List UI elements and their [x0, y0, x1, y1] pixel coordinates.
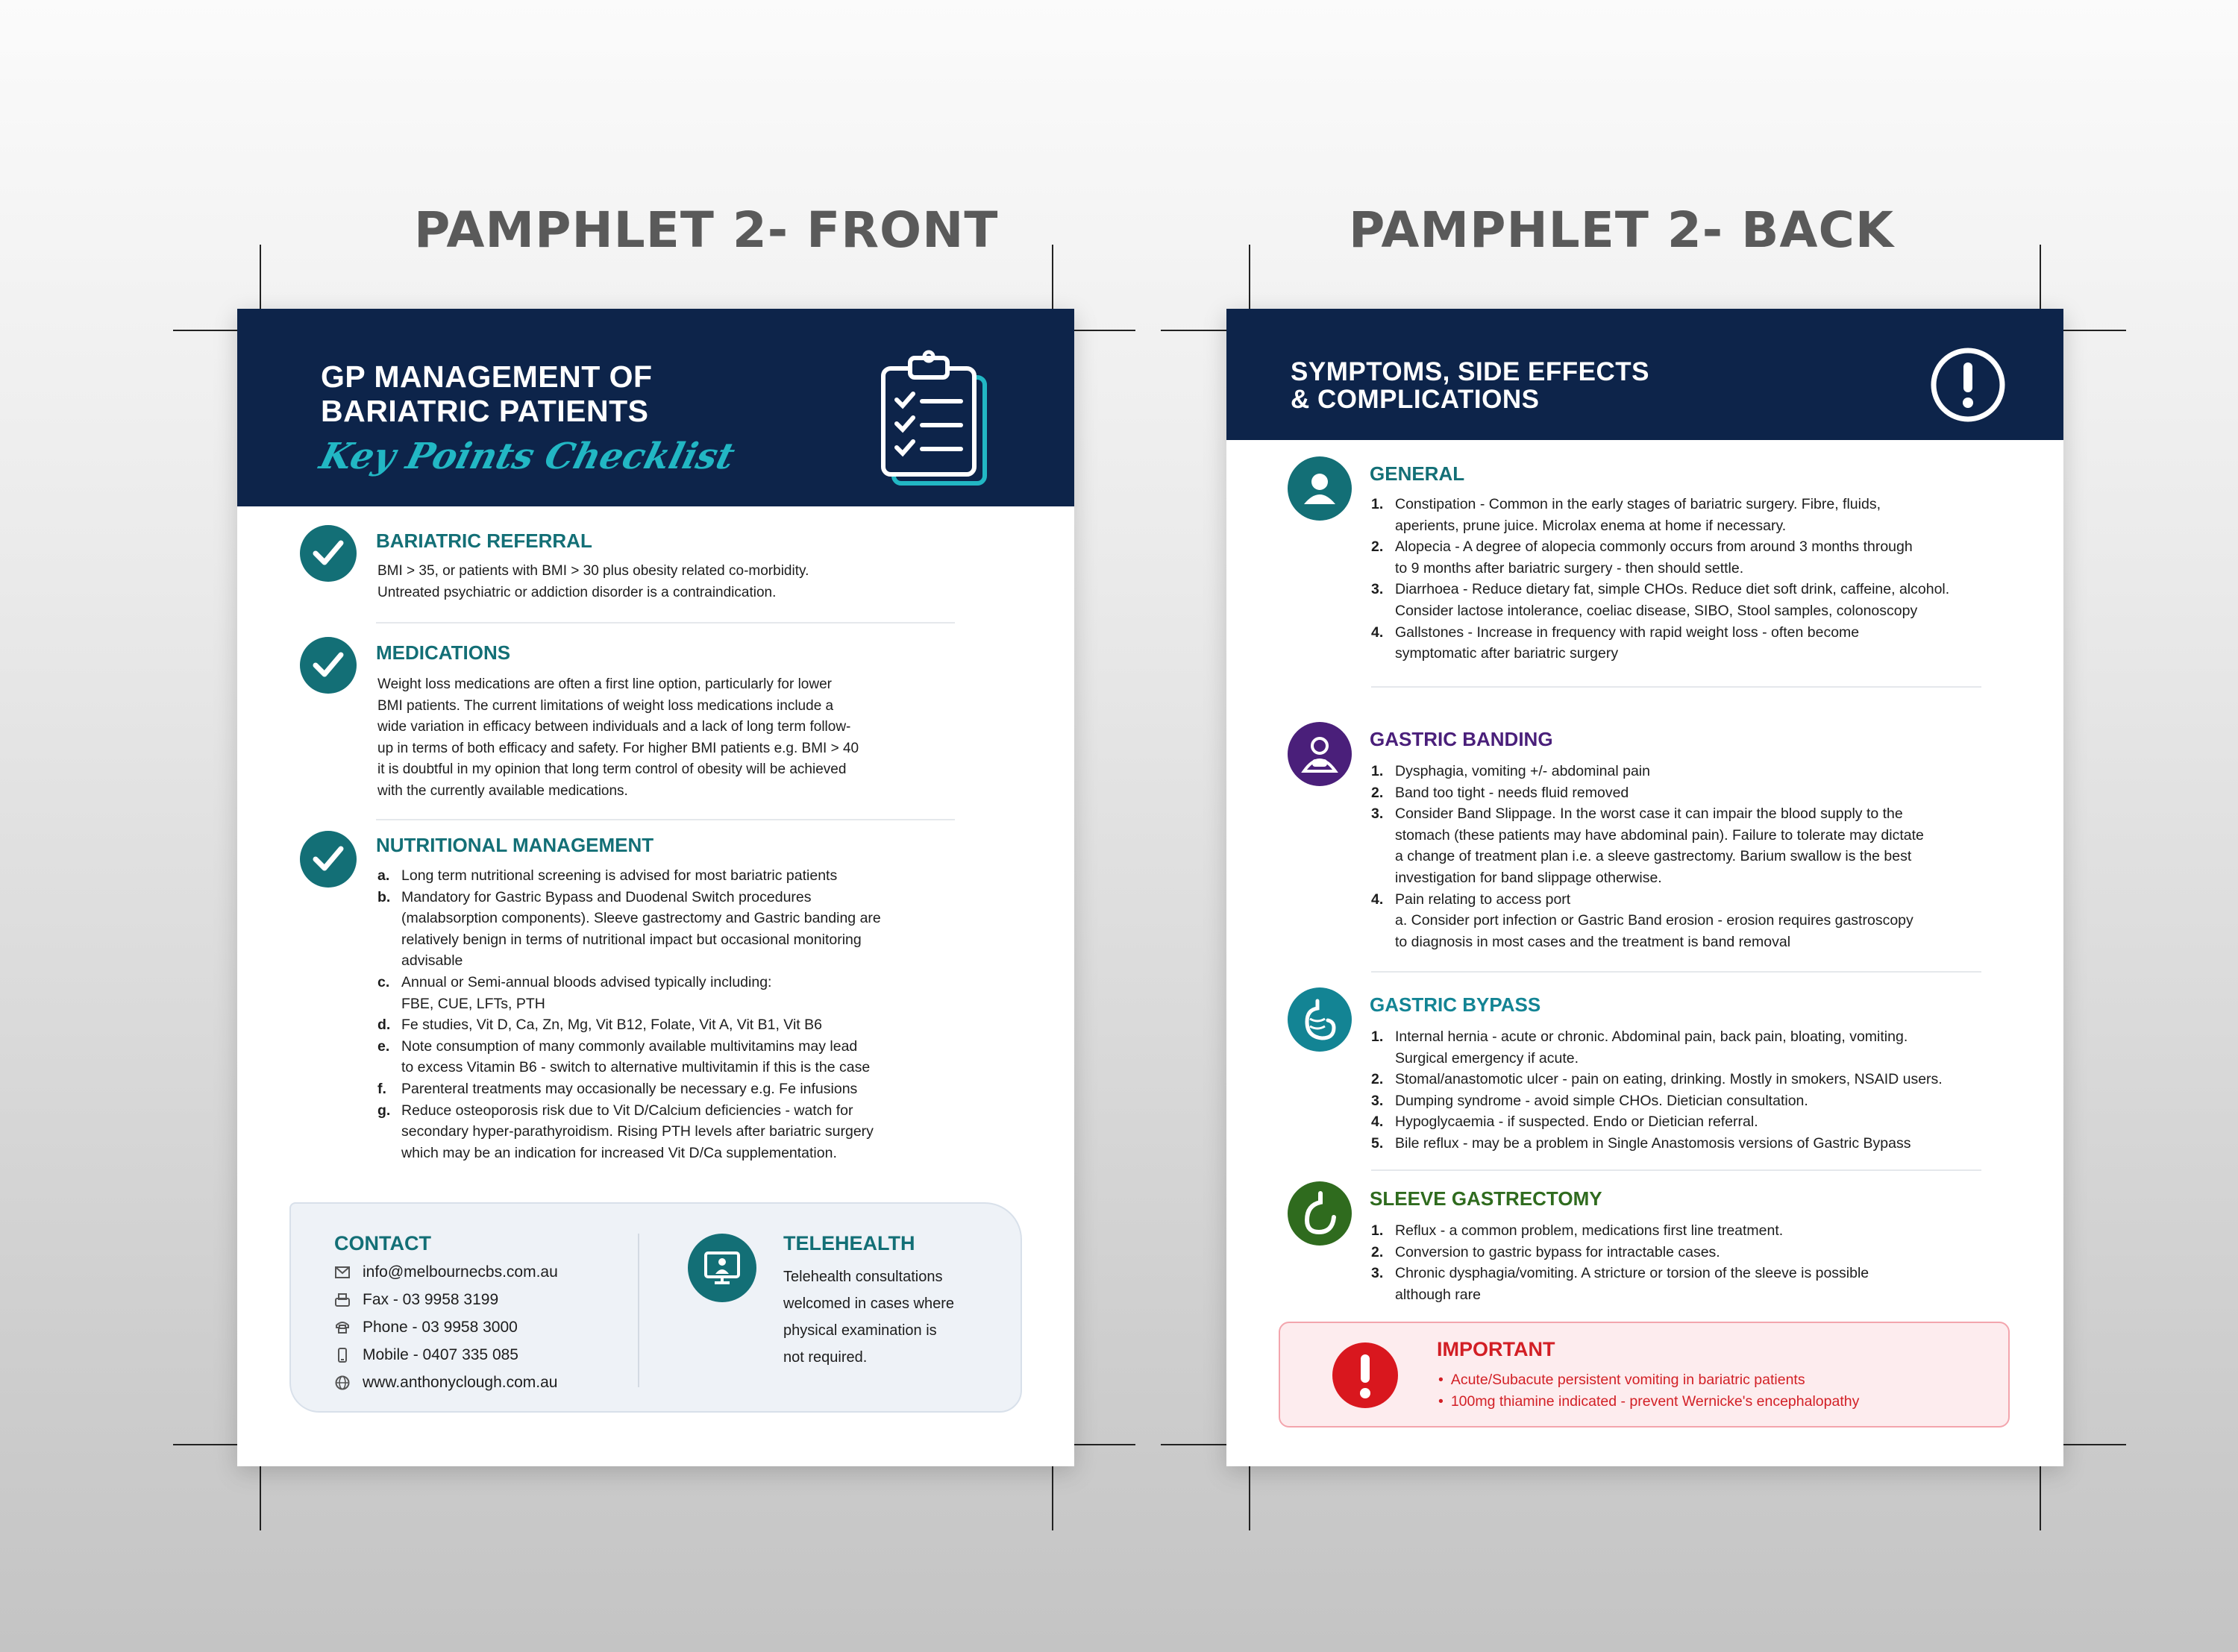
list-item: 2. Conversion to gastric bypass for intractable cases.: [1371, 1243, 1720, 1260]
back-header: [1226, 309, 2063, 440]
contact-phone[interactable]: Phone - 03 9958 3000: [334, 1319, 518, 1337]
contact-panel: [289, 1202, 1022, 1413]
list-item: 2. Band too tight - needs fluid removed: [1371, 784, 1629, 801]
gastric-banding-list: [1371, 761, 2013, 952]
list-item: 3. Consider Band Slippage. In the worst case it can impair the blood supply to the stomach (these patients may have abdominal pain). Failure to tolerate may dictate a change of treatment plan i.e. a sleeve gastrectomy. Barium swallow is the best investigation for band slippage otherwise.: [1371, 805, 1924, 886]
list-item: 4. Pain relating to access port: [1371, 891, 1571, 908]
back-title-line-2: & COMPLICATIONS: [1291, 385, 1540, 414]
front-header-title: [321, 359, 653, 428]
exclamation-icon: [1332, 1342, 1398, 1408]
list-item: e. Note consumption of many commonly available multivitamins may lead to excess Vitamin B6 - switch to alternative multivitamin if this is the case: [377, 1037, 871, 1076]
sleeve-gastrectomy-list: [1371, 1220, 2013, 1305]
gastric-bypass-list: [1371, 1026, 2013, 1155]
list-item: f. Parenteral treatments may occasionally be necessary e.g. Fe infusions: [377, 1080, 858, 1097]
list-item: 3. Chronic dysphagia/vomiting. A stricture or torsion of the sleeve is possible although rare: [1371, 1265, 1869, 1303]
list-item: 2. Stomal/anastomotic ulcer - pain on eating, drinking. Mostly in smokers, NSAID users.: [1371, 1071, 1943, 1088]
section-heading-nutritional-management: NUTRITIONAL MANAGEMENT: [376, 834, 654, 856]
list-item: b. Mandatory for Gastric Bypass and Duodenal Switch procedures (malabsorption components). Sleeve gastrectomy and Gastric banding are relatively benign in terms of nutritional impact but occasional monitoring advisable: [377, 888, 881, 970]
check-circle-icon: [300, 831, 357, 888]
monitor-person-icon: [688, 1234, 756, 1302]
check-circle-icon: [300, 637, 357, 694]
divider: [376, 819, 955, 820]
list-item: 4. Gallstones - Increase in frequency with rapid weight loss - often become symptomatic after bariatric surgery: [1371, 624, 1860, 662]
contact-fax: Fax - 03 9958 3199: [334, 1291, 498, 1309]
section-heading-sleeve-gastrectomy: SLEEVE GASTRECTOMY: [1370, 1187, 1602, 1210]
important-panel: [1279, 1322, 2010, 1428]
divider: [1371, 686, 1981, 688]
fax-icon: [334, 1292, 351, 1308]
list-item: c. Annual or Semi-annual bloods advised typically including: FBE, CUE, LFTs, PTH: [377, 973, 772, 1012]
envelope-icon: [334, 1264, 351, 1281]
phone-icon: [334, 1319, 351, 1336]
contact-email[interactable]: info@melbournecbs.com.au: [334, 1263, 558, 1281]
gastric-band-icon: [1288, 722, 1352, 786]
section-heading-gastric-banding: GASTRIC BANDING: [1370, 728, 1553, 750]
list-item: 2. Alopecia - A degree of alopecia commonly occurs from around 3 months through to 9 months after bariatric surgery - then should settle.: [1371, 538, 1913, 577]
important-heading: IMPORTANT: [1437, 1338, 1555, 1360]
gastric-bypass-icon: [1288, 987, 1352, 1052]
list-item: 5. Bile reflux - may be a problem in Single Anastomosis versions of Gastric Bypass: [1371, 1134, 1911, 1152]
section-body-medications: Weight loss medications are often a first line option, particularly for lower BMI patients. The current limitations of weight loss medications include a wide variation in efficacy between individuals and a lack of long term follow- up in terms of both efficacy and safety. For higher BMI patients e.g. BMI > 40 it is doubtful in my opinion that long term control of obesity will be achieved with the currently available medications.: [377, 676, 859, 799]
list-item: g. Reduce osteoporosis risk due to Vit D/Calcium deficiencies - watch for secondary hyper-parathyroidism. Rising PTH levels after bariatric surgery which may be an indication for increased Vit D/Ca supplementation.: [377, 1102, 874, 1161]
nutritional-management-list: [377, 865, 974, 1163]
list-item: • 100mg thiamine indicated - prevent Wernicke's encephalopathy: [1438, 1391, 1859, 1413]
mobile-icon: [334, 1347, 351, 1363]
section-heading-general: GENERAL: [1370, 462, 1465, 485]
telehealth-body: Telehealth consultations welcomed in cases where physical examination is not required.: [783, 1269, 954, 1366]
contact-divider: [638, 1234, 639, 1387]
back-header-title: [1291, 358, 1649, 413]
list-item: a. Long term nutritional screening is advised for most bariatric patients: [377, 867, 838, 884]
front-title-line-2: BARIATRIC PATIENTS: [321, 394, 649, 428]
exclamation-circle-icon: [1929, 346, 2007, 427]
list-item: a. Consider port infection or Gastric Band erosion - erosion requires gastroscopy to diagnosis in most cases and the treatment is band removal: [1395, 912, 1913, 950]
divider: [1371, 1169, 1981, 1171]
clipboard-checklist-icon: [877, 348, 989, 493]
front-title-line-1: GP MANAGEMENT OF: [321, 359, 653, 394]
list-item: 1. Constipation - Common in the early stages of bariatric surgery. Fibre, fluids, aperients, prune juice. Microlax enema at home if necessary.: [1371, 496, 1881, 534]
back-title-line-1: SYMPTOMS, SIDE EFFECTS: [1291, 357, 1649, 386]
divider: [376, 622, 955, 624]
front-header-subtitle: Key Points Checklist: [316, 436, 739, 477]
list-item: d. Fe studies, Vit D, Ca, Zn, Mg, Vit B12, Folate, Vit A, Vit B1, Vit B6: [377, 1017, 822, 1034]
divider: [1371, 971, 1981, 973]
front-header: [237, 309, 1074, 506]
contact-mobile[interactable]: Mobile - 0407 335 085: [334, 1346, 518, 1364]
section-heading-gastric-bypass: GASTRIC BYPASS: [1370, 993, 1541, 1016]
section-body-bariatric-referral: BMI > 35, or patients with BMI > 30 plus obesity related co-morbidity. Untreated psychiatric or addiction disorder is a contraindication.: [377, 563, 809, 600]
back-pamphlet-title: PAMPHLET 2- BACK: [1349, 201, 1895, 259]
contact-website[interactable]: www.anthonyclough.com.au: [334, 1374, 558, 1392]
person-icon: [1288, 456, 1352, 521]
list-item: 1. Dysphagia, vomiting +/- abdominal pain: [1371, 763, 1650, 779]
section-heading-bariatric-referral: BARIATRIC REFERRAL: [376, 530, 592, 552]
list-item: 1. Reflux - a common problem, medications first line treatment.: [1371, 1222, 1784, 1239]
telehealth-heading: TELEHEALTH: [783, 1232, 915, 1254]
list-item: • Acute/Subacute persistent vomiting in bariatric patients: [1438, 1369, 1859, 1391]
contact-heading: CONTACT: [334, 1232, 431, 1254]
list-item: 3. Dumping syndrome - avoid simple CHOs. Dietician consultation.: [1371, 1092, 1808, 1109]
front-sheet: [237, 309, 1074, 1466]
important-bullets: [1438, 1369, 1859, 1412]
back-sheet: [1226, 309, 2063, 1466]
section-heading-medications: MEDICATIONS: [376, 641, 511, 664]
check-circle-icon: [300, 525, 357, 582]
list-item: 1. Internal hernia - acute or chronic. Abdominal pain, back pain, bloating, vomiting. Surgical emergency if acute.: [1371, 1028, 1908, 1067]
stomach-sleeve-icon: [1288, 1181, 1352, 1246]
general-list: [1371, 494, 2013, 665]
globe-icon: [334, 1375, 351, 1391]
front-pamphlet-title: PAMPHLET 2- FRONT: [414, 201, 999, 259]
list-item: 4. Hypoglycaemia - if suspected. Endo or Dietician referral.: [1371, 1114, 1758, 1131]
list-item: 3. Diarrhoea - Reduce dietary fat, simple CHOs. Reduce diet soft drink, caffeine, alcohol. Consider lactose intolerance, coeliac disease, SIBO, Stool samples, colonoscopy: [1371, 581, 1950, 619]
